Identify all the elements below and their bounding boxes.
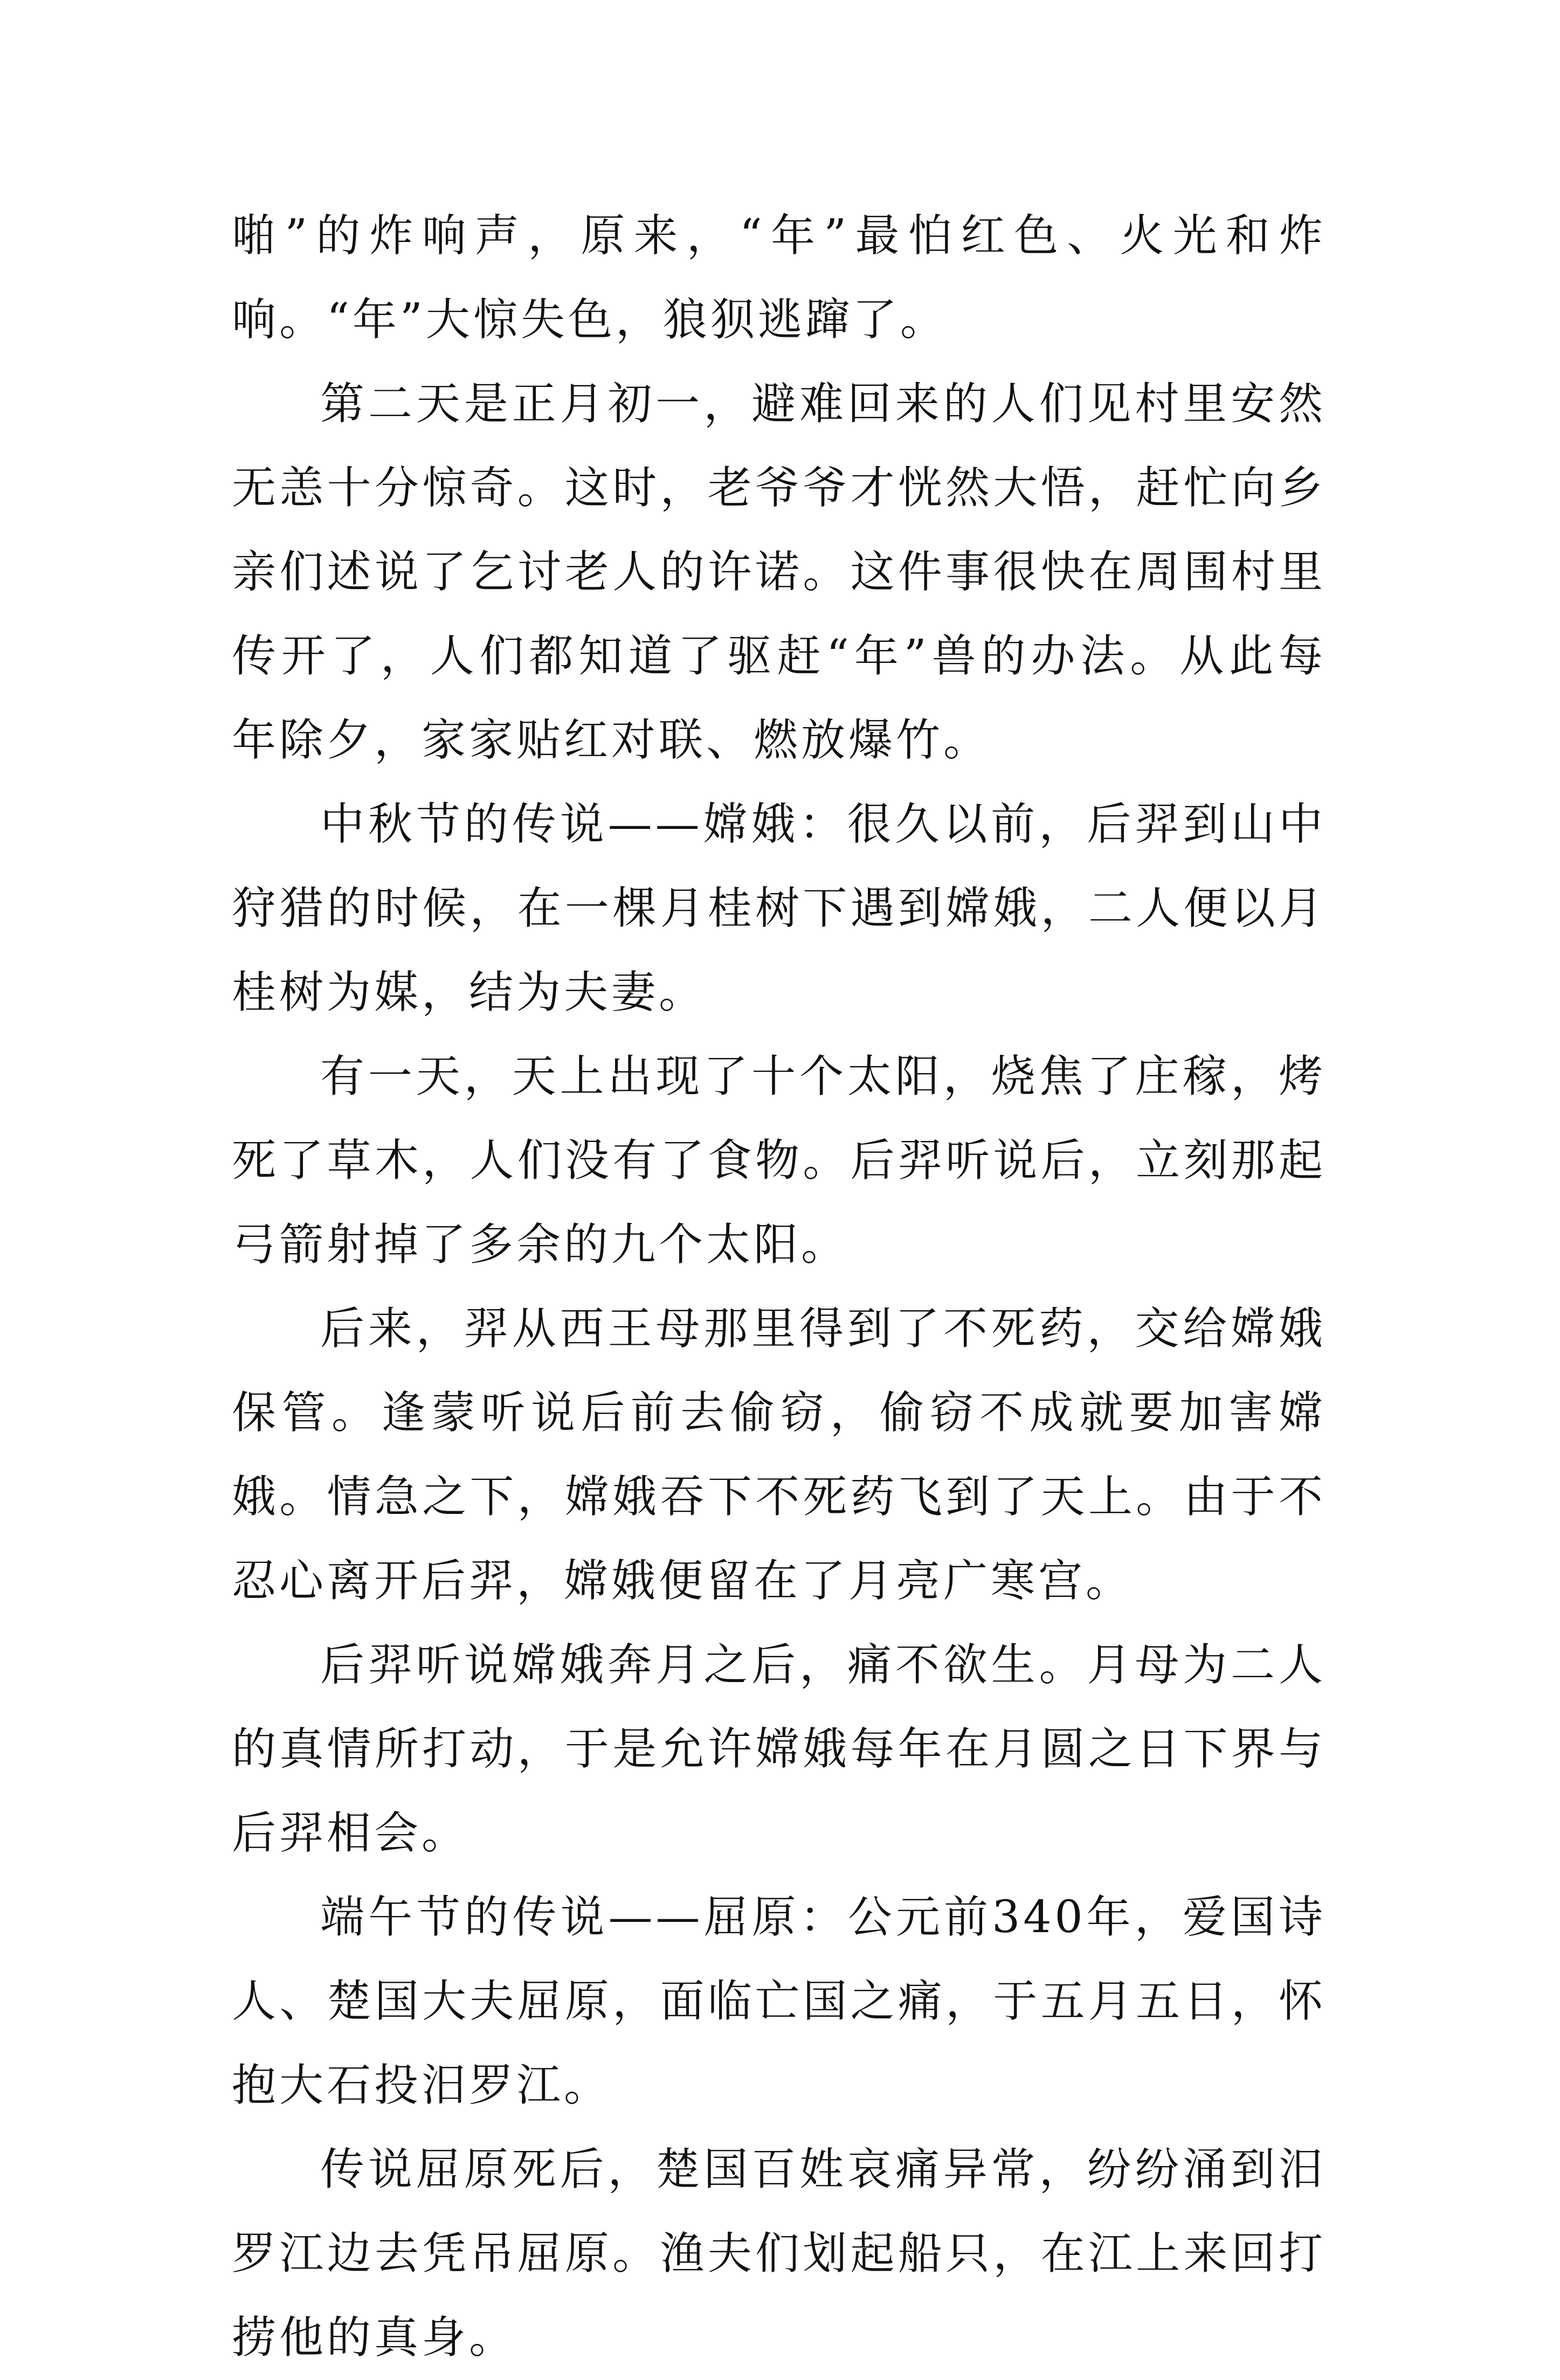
- paragraph-1: 啪”的炸响声，原来，“年”最怕红色、火光和炸响。“年”大惊失色，狼狈逃蹿了。: [232, 210, 1326, 345]
- paragraph-2: 第二天是正月初一，避难回来的人们见村里安然无恙十分惊奇。这时，老爷爷才恍然大悟，赶忙向乡亲们述说了乞讨老人的许诺。这件事很快在周围村里传开了，人们都知道了驱赶“年”兽的办法。从此每年除夕，家家贴红对联、燃放爆竹。: [232, 378, 1326, 766]
- paragraph-7: 端午节的传说——屈原：公元前340年，爱国诗人、楚国大夫屈原，面临亡国之痛，于五月五日，怀抱大石投汨罗江。: [232, 1892, 1326, 2111]
- paragraph-3: 中秋节的传说——嫦娥：很久以前，后羿到山中狩猎的时候，在一棵月桂树下遇到嫦娥，二人便以月桂树为媒，结为夫妻。: [232, 799, 1326, 1018]
- paragraph-8: 传说屈原死后，楚国百姓哀痛异常，纷纷涌到汨罗江边去凭吊屈原。渔夫们划起船只，在江上来回打捞他的真身。: [232, 2144, 1326, 2363]
- paragraph-6: 后羿听说嫦娥奔月之后，痛不欲生。月母为二人的真情所打动，于是允许嫦娥每年在月圆之日下界与后羿相会。: [232, 1639, 1326, 1859]
- paragraph-5: 后来，羿从西王母那里得到了不死药，交给嫦娥保管。逢蒙听说后前去偷窃，偷窃不成就要加害嫦娥。情急之下，嫦娥吞下不死药飞到了天上。由于不忍心离开后羿，嫦娥便留在了月亮广寒宫。: [232, 1303, 1326, 1607]
- paragraph-4: 有一天，天上出现了十个太阳，烧焦了庄稼，烤死了草木，人们没有了食物。后羿听说后，立刻那起弓箭射掉了多余的九个太阳。: [232, 1051, 1326, 1270]
- document-body: [232, 194, 1326, 2380]
